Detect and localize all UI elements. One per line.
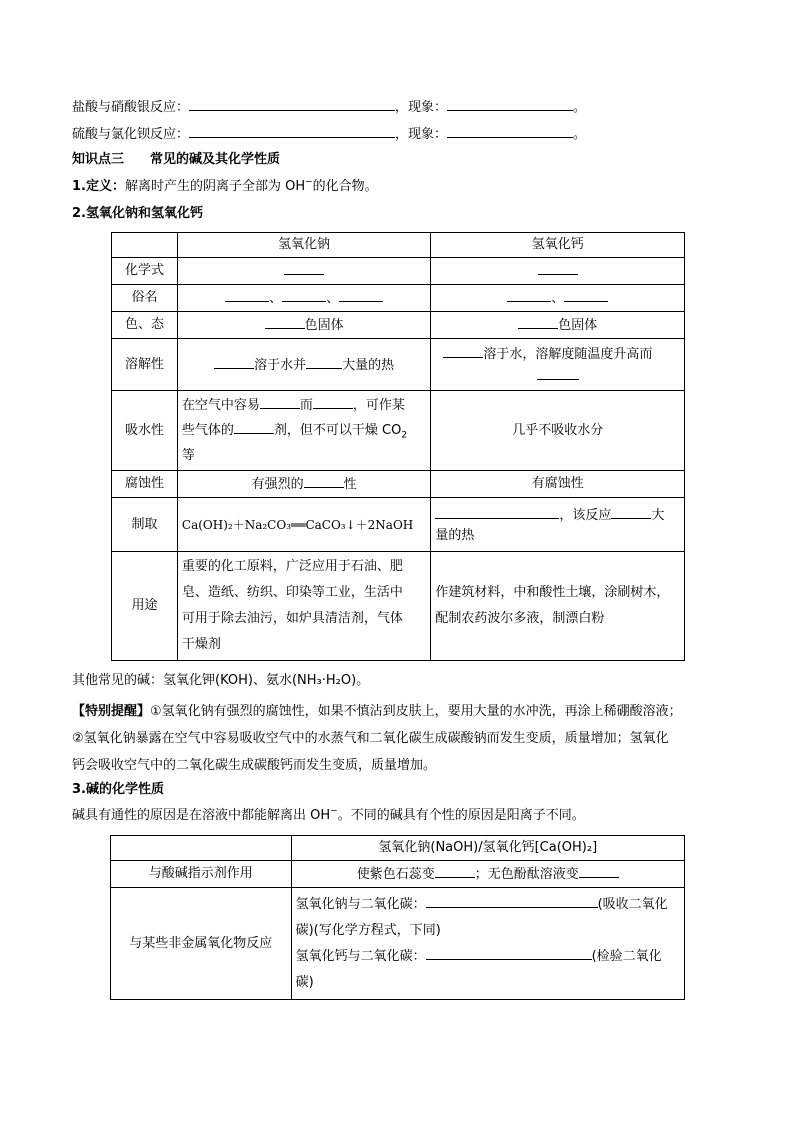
- row-label: 化学式: [112, 258, 178, 285]
- answer-blank[interactable]: [443, 343, 483, 358]
- section-title: 知识点三 常见的碱及其化学性质: [72, 152, 281, 167]
- answer-blank[interactable]: [313, 394, 353, 409]
- phenomenon-blank[interactable]: [447, 96, 573, 111]
- special-notice: 【特别提醒】①氢氧化钠有强烈的腐蚀性，如果不慎沾到皮肤上，要用大量的水冲洗，再涂上稀硼酸溶液； ②氢氧化钠暴露在空气中容易吸收空气中的水蒸气和二氧化碳生成碳酸钠而发生变质，质量增加；氢氧化 钙会吸收空气中的二氧化碳生成碳酸钙而发生变质，质量增加。: [72, 704, 682, 773]
- other-bases: 其他常见的碱：氢氧化钾(KOH)、氨水(NH₃·H₂O)。: [72, 673, 370, 688]
- answer-blank[interactable]: [189, 123, 395, 138]
- answer-blank[interactable]: [426, 945, 592, 960]
- answer-blank[interactable]: [538, 260, 578, 275]
- answer-blank[interactable]: [339, 287, 383, 302]
- answer-blank[interactable]: [537, 365, 579, 380]
- table-cell: [177, 258, 431, 285]
- answer-blank[interactable]: [234, 419, 274, 434]
- row-label: 用途: [112, 552, 178, 661]
- table-header: 氢氧化钠(NaOH)/氢氧化钙[Ca(OH)₂]: [291, 836, 684, 861]
- table-cell: 氢氧化钠与二氧化碳： (吸收二氧化 碳)(写化学方程式，下同) 氢氧化钙与二氧化碳： (检验二氧化 碳): [291, 888, 684, 1000]
- answer-blank[interactable]: [284, 260, 324, 275]
- row-label: 腐蚀性: [112, 471, 178, 498]
- row-label: 色、态: [112, 312, 178, 339]
- answer-blank[interactable]: [435, 504, 559, 519]
- answer-blank[interactable]: [611, 504, 651, 519]
- base-properties-intro: 碱具有通性的原因是在溶液中都能解离出 OH−。不同的碱具有个性的原因是阳离子不同。: [72, 806, 585, 823]
- answer-blank[interactable]: [189, 96, 395, 111]
- answer-blank[interactable]: [225, 287, 269, 302]
- table-header: [112, 233, 178, 258]
- definition: 1.定义：解离时产生的阴离子全部为 OH−的化合物。: [72, 177, 378, 194]
- table-header: 氢氧化钠: [177, 233, 431, 258]
- table-cell: 溶于水并 大量的热: [177, 339, 431, 391]
- table-cell: 、 、: [177, 285, 431, 312]
- h2so4-bacl2-line: 硫酸与氯化钡反应： ，现象： 。: [72, 123, 586, 144]
- table-cell: [111, 836, 292, 861]
- table-cell: 有强烈的 性: [177, 471, 431, 498]
- table-cell: 色固体: [431, 312, 685, 339]
- row-label: 吸水性: [112, 391, 178, 471]
- row-label: 溶解性: [112, 339, 178, 391]
- row-label: 与某些非金属氧化物反应: [111, 888, 292, 1000]
- subsection-title-3: 3.碱的化学性质: [72, 782, 164, 797]
- answer-blank[interactable]: [564, 287, 608, 302]
- table-header: 氢氧化钙: [431, 233, 685, 258]
- row-label: 俗名: [112, 285, 178, 312]
- row-label: 与酸碱指示剂作用: [111, 861, 292, 888]
- table-cell: ，该反应 大 量的热: [431, 498, 685, 552]
- answer-blank[interactable]: [265, 314, 305, 329]
- answer-blank[interactable]: [579, 863, 619, 878]
- answer-blank[interactable]: [518, 314, 558, 329]
- answer-blank[interactable]: [435, 863, 475, 878]
- naoh-caoh-table: [111, 232, 685, 661]
- answer-blank[interactable]: [306, 354, 342, 369]
- table-cell: 重要的化工原料，广泛应用于石油、肥 皂、造纸、纺织、印染等工业，生活中 可用于除去油污，如炉具清洁剂，气体 干燥剂: [177, 552, 431, 661]
- table-cell: Ca(OH)₂＋Na₂CO₃══CaCO₃↓＋2NaOH: [177, 498, 431, 552]
- answer-blank[interactable]: [282, 287, 326, 302]
- table-cell: 在空气中容易 而 ，可作某 些气体的 剂，但不可以干燥 $CO_2$ 等: [177, 391, 431, 471]
- table-cell: 作建筑材料，中和酸性土壤，涂刷树木， 配制农药波尔多液，制漂白粉: [431, 552, 685, 661]
- answer-blank[interactable]: [507, 287, 551, 302]
- table-cell: 、: [431, 285, 685, 312]
- phenomenon-blank[interactable]: [447, 123, 573, 138]
- table-cell: [431, 258, 685, 285]
- table-cell: 几乎不吸收水分: [431, 391, 685, 471]
- subsection-title-2: 2.氢氧化钠和氢氧化钙: [72, 206, 203, 221]
- answer-blank[interactable]: [214, 354, 254, 369]
- table-cell: 溶于水，溶解度随温度升高而: [431, 339, 685, 391]
- answer-blank[interactable]: [426, 893, 598, 908]
- row-label: 制取: [112, 498, 178, 552]
- table-cell: 有腐蚀性: [431, 471, 685, 498]
- answer-blank[interactable]: [304, 473, 344, 488]
- table-cell: 色固体: [177, 312, 431, 339]
- table-cell: 使紫色石蕊变 ；无色酚酞溶液变: [291, 861, 684, 888]
- hcl-agno3-line: 盐酸与硝酸银反应： ，现象： 。: [72, 96, 586, 117]
- answer-blank[interactable]: [260, 394, 300, 409]
- base-properties-table: [110, 835, 685, 1000]
